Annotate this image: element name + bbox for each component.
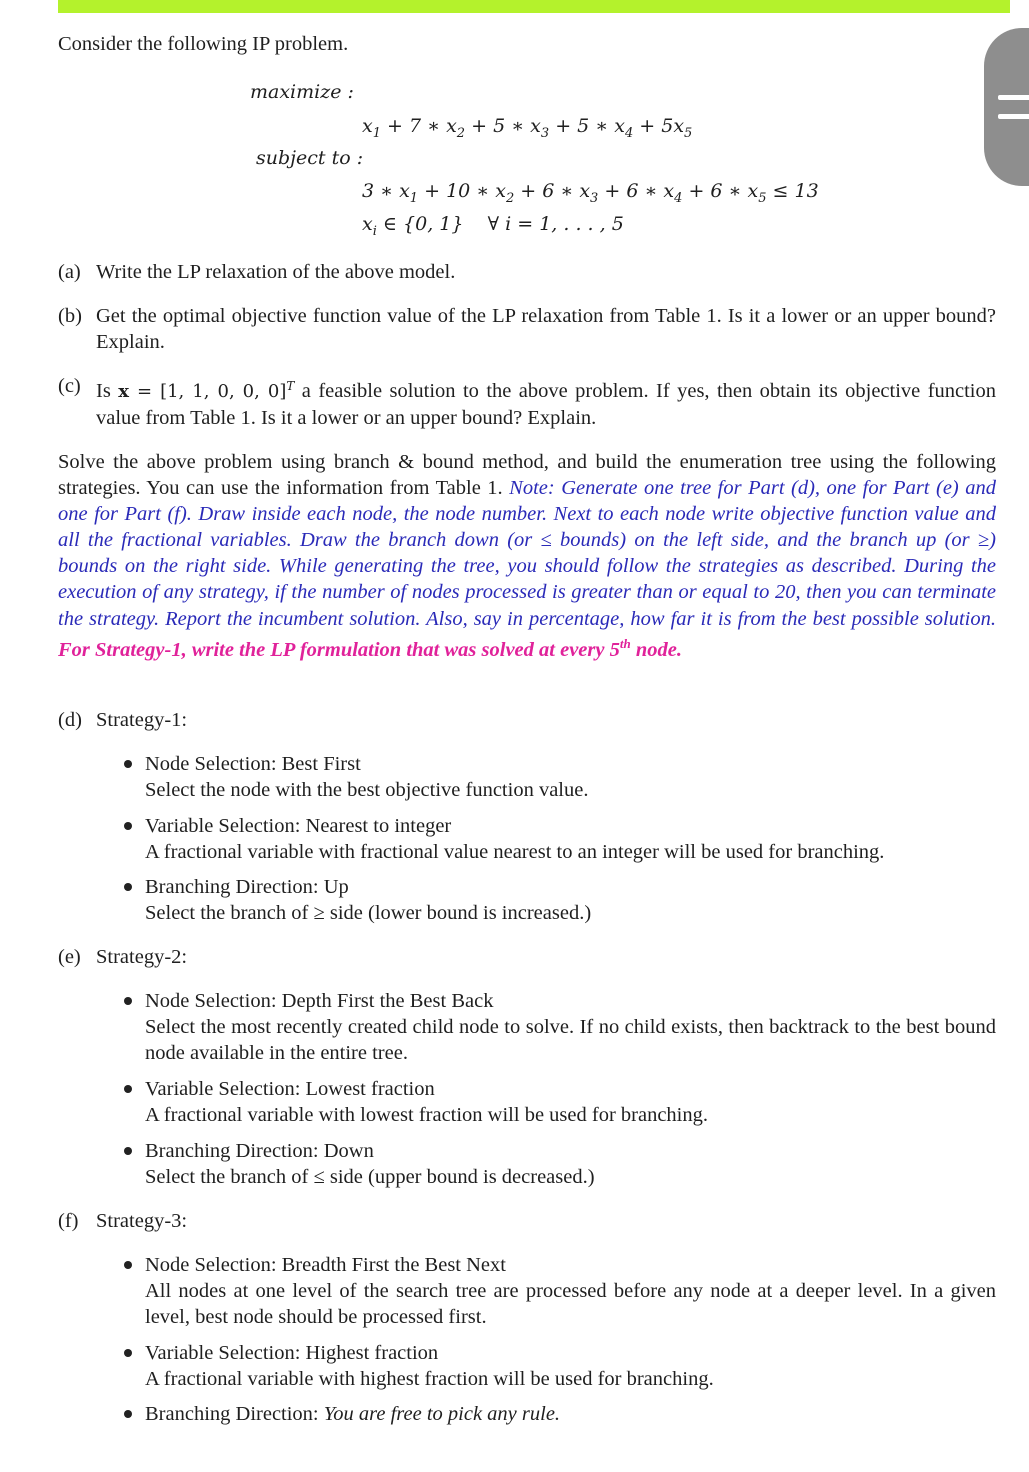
strategy-2-label: (e) bbox=[58, 946, 81, 968]
bullet-icon bbox=[124, 1261, 132, 1269]
strategy-3-variable-selection-desc: A fractional variable with highest fraction will be used for branching. bbox=[145, 1368, 714, 1390]
strategy-1-branching-direction-desc: Select the branch of ≥ side (lower bound is increased.) bbox=[145, 902, 592, 924]
bullet-icon bbox=[124, 997, 132, 1005]
subject-to-label: subject to : bbox=[256, 147, 364, 169]
instructions-emphasis: For Strategy-1, write the LP formulation that was solved at every 5th node. bbox=[58, 636, 682, 662]
objective-expression: $x_1 + 7$ ∗ $x_2 + 5$ ∗ $x_3 + 5$ ∗ $x_4 + 5x_5$ bbox=[362, 115, 693, 141]
strategy-1-title: Strategy-1: bbox=[96, 709, 188, 731]
strategy-2-node-selection: Node Selection: Depth First the Best Back bbox=[145, 990, 494, 1012]
instructions-note: Note: Generate one tree for Part (d), one for Part (e) and one for Part (f). Draw inside each node, the node number. Next to each node write objective function value and all the fractional variables. Draw the branch down (or ≤ bounds) on the left side, and the branch up (or ≥) bounds on the right side. While generating the tree, you should follow the strategies as described. During the execution of any strategy, if the number of nodes processed is greater than or equal to 20, then you can terminate the strategy. Report the incumbent solution. Also, say in percentage, how far it is from the best possible solution. bbox=[58, 477, 996, 630]
strategy-1-node-selection-desc: Select the node with the best objective function value. bbox=[145, 779, 589, 801]
question-b-text: Get the optimal objective function value of the LP relaxation from Table 1. Is it a lower or an upper bound? Explain. bbox=[96, 305, 996, 353]
strategy-2-node-selection-desc: Select the most recently created child node to solve. If no child exists, then backtrack to the best bound node available in the entire tree. bbox=[145, 1016, 996, 1064]
bullet-icon bbox=[124, 1349, 132, 1357]
bullet-icon bbox=[124, 1085, 132, 1093]
maximize-label: maximize : bbox=[250, 81, 354, 103]
bullet-icon bbox=[124, 883, 132, 891]
top-accent-bar bbox=[58, 0, 1010, 13]
strategy-2-title: Strategy-2: bbox=[96, 946, 188, 968]
strategy-3-title: Strategy-3: bbox=[96, 1210, 188, 1232]
strategy-2-variable-selection: Variable Selection: Lowest fraction bbox=[145, 1078, 435, 1100]
binary-domain: $x_i$ ∈ {0, 1} ∀ i = 1, . . . , 5 bbox=[362, 213, 624, 239]
strategy-3-branching-direction-note: You are free to pick any rule. bbox=[323, 1403, 561, 1425]
knapsack-constraint: 3 ∗ $x_1 + 10$ ∗ $x_2 + 6$ ∗ $x_3 + 6$ ∗ $x_4 + 6$ ∗ $x_5 \le 13$ bbox=[362, 180, 819, 206]
strategy-2-variable-selection-desc: A fractional variable with lowest fraction will be used for branching. bbox=[145, 1104, 708, 1126]
side-menu-tab[interactable] bbox=[984, 28, 1029, 186]
instructions-paragraph: Solve the above problem using branch & bound method, and build the enumeration tree using the following strategies. You can use the information from Table 1. Note: Generate one tree for Part (d), one for Part (e) and one for Part (f). Draw inside each node, the node number. Next to each node write objective function value and all the fractional variables. Draw the branch down (or ≤ bounds) on the left side, and the branch up (or ≥) bounds on the right side. While generating the tree, you should follow the strategies as described. During the execution of any strategy, if the number of nodes processed is greater than or equal to 20, then you can terminate the strategy. Report the incumbent solution. Also, say in percentage, how far it is from the best possible solution. For Strategy-1, write the LP formulation that was solved at every 5th node. bbox=[58, 451, 996, 662]
strategy-3-branching-direction: Branching Direction: You are free to pick any rule. bbox=[145, 1403, 561, 1425]
strategy-2-branching-direction: Branching Direction: Down bbox=[145, 1140, 374, 1162]
question-a-label: (a) bbox=[58, 261, 81, 283]
question-a-text: Write the LP relaxation of the above model. bbox=[96, 261, 456, 283]
hamburger-icon bbox=[998, 95, 1029, 100]
strategy-3-label: (f) bbox=[58, 1210, 79, 1232]
strategy-1-variable-selection: Variable Selection: Nearest to integer bbox=[145, 815, 452, 837]
question-b-label: (b) bbox=[58, 305, 82, 327]
bullet-icon bbox=[124, 1147, 132, 1155]
bullet-icon bbox=[124, 822, 132, 830]
bullet-icon bbox=[124, 760, 132, 768]
strategy-1-variable-selection-desc: A fractional variable with fractional value nearest to an integer will be used for branching. bbox=[145, 841, 885, 863]
strategy-1-branching-direction: Branching Direction: Up bbox=[145, 876, 349, 898]
strategy-1-node-selection: Node Selection: Best First bbox=[145, 753, 361, 775]
strategy-3-node-selection: Node Selection: Breadth First the Best Next bbox=[145, 1254, 506, 1276]
strategy-3-variable-selection: Variable Selection: Highest fraction bbox=[145, 1342, 439, 1364]
intro-text: Consider the following IP problem. bbox=[58, 33, 349, 55]
strategy-3-node-selection-desc: All nodes at one level of the search tree are processed before any node at a deeper level. In a given level, best node should be processed first. bbox=[145, 1280, 996, 1328]
strategy-2-branching-direction-desc: Select the branch of ≤ side (upper bound is decreased.) bbox=[145, 1166, 595, 1188]
strategy-1-label: (d) bbox=[58, 709, 82, 731]
question-c-label: (c) bbox=[58, 375, 81, 397]
question-c-text: Is x = [1, 1, 0, 0, 0]$^T$ a feasible solution to the above problem. If yes, then obtain its objective function value from Table 1. Is it a lower or an upper bound? Explain. bbox=[96, 379, 997, 429]
bullet-icon bbox=[124, 1410, 132, 1418]
